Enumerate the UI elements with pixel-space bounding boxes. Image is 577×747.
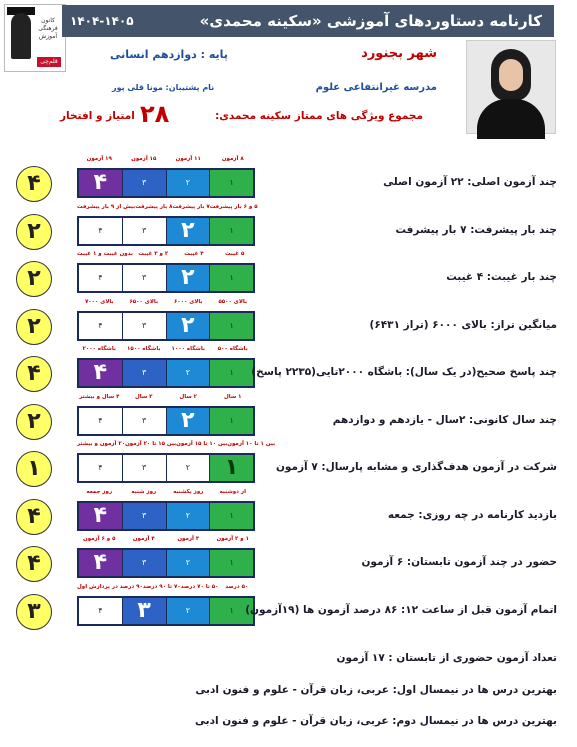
row-4-description: میانگین تراز: بالای ۶۰۰۰ (تراز ۶۴۳۱) xyxy=(369,319,557,331)
level-number: ۳ xyxy=(141,416,147,425)
tier-label: ۴ غیبت xyxy=(184,251,204,257)
level-segment xyxy=(79,503,122,529)
level-number: ۱ xyxy=(229,321,234,330)
level-number: ۱ xyxy=(229,273,234,282)
level-segment xyxy=(122,313,166,339)
level-number: ۲ xyxy=(185,558,191,567)
row-1-tier-labels xyxy=(77,156,255,165)
tier-label: ۹۰ درصد در پردازش اول xyxy=(77,584,143,590)
tier-label: ۱۵ آزمون xyxy=(131,156,157,162)
level-number: ۲ xyxy=(185,368,191,377)
tier-label: روز یکشنبه xyxy=(173,489,204,495)
tier-label: باشگاه ۲۰۰۰ xyxy=(82,346,116,352)
level-number: ۴ xyxy=(93,503,108,528)
level-segment xyxy=(122,550,166,576)
tier-label: بین ۱۰ تا ۱۵ آزمون xyxy=(176,441,228,447)
row-4-level-bar xyxy=(77,311,255,341)
tier-label: ۵ و ۶ بار پیشرفت xyxy=(209,204,258,210)
level-number: ۴ xyxy=(98,226,103,235)
student-photo xyxy=(466,40,556,134)
row-6-description: چند سال کانونی: ۲سال - یازدهم و دوازدهم xyxy=(332,414,557,426)
tier-label: باشگاه ۵۰۰ xyxy=(217,346,248,352)
level-number: ۳ xyxy=(141,226,147,235)
level-segment xyxy=(166,218,210,244)
row-5-tier-labels xyxy=(77,346,255,355)
tier-label: ۸ بار پیشرفت xyxy=(135,204,173,210)
tier-label: بین ۱ تا ۱۰ آزمون xyxy=(227,441,276,447)
level-number: ۲ xyxy=(181,265,195,290)
level-number: ۲ xyxy=(181,313,195,338)
level-segment xyxy=(209,265,253,291)
tier-label: ۱۱ آزمون xyxy=(175,156,201,162)
level-segment xyxy=(166,550,210,576)
level-segment xyxy=(79,550,122,576)
tier-label: ۱ سال xyxy=(223,394,242,400)
row-9-tier-labels xyxy=(77,536,255,545)
level-segment xyxy=(122,455,166,481)
row-9-level-bar xyxy=(77,548,255,578)
row-7-level-bar xyxy=(77,453,255,483)
report-title: کارنامه دستاوردهای آموزشی «سکینه محمدی» xyxy=(199,12,542,30)
tier-label: ۳ سال xyxy=(134,394,153,400)
tier-label: ۱۹ آزمون xyxy=(86,156,112,162)
level-segment xyxy=(122,408,166,434)
level-segment xyxy=(209,550,253,576)
row-7-description: شرکت در آزمون هدف‌گذاری و مشابه پارسال: ۷ آزمون xyxy=(275,461,557,473)
level-number: ۲ xyxy=(185,511,191,520)
tier-label: بدون غیبت و ۱ غیبت xyxy=(77,251,133,257)
row-6-level-bar xyxy=(77,406,255,436)
tier-label: باشگاه ۱۰۰۰ xyxy=(171,346,205,352)
level-segment xyxy=(79,598,122,624)
level-segment xyxy=(166,598,210,624)
tier-label: ۴ سال و بیشتر xyxy=(79,394,120,400)
level-number: ۴ xyxy=(98,416,103,425)
row-10-level-bar xyxy=(77,596,255,626)
row-7-tier-labels xyxy=(77,441,276,450)
row-3-description: چند بار غیبت: ۴ غیبت xyxy=(446,271,557,283)
level-number: ۱ xyxy=(229,368,234,377)
level-number: ۱ xyxy=(229,511,234,520)
level-number: ۴ xyxy=(98,273,103,282)
row-8-tier-labels xyxy=(77,489,255,498)
level-segment xyxy=(209,360,253,386)
level-segment xyxy=(79,265,122,291)
row-9-score-circle: ۴ xyxy=(16,546,52,582)
level-segment xyxy=(79,455,122,481)
tier-label: ۷۰ تا ۹۰ درصد xyxy=(142,584,181,590)
student-school: مدرسه غیرانتفاعی علوم xyxy=(315,82,437,93)
level-segment xyxy=(122,170,166,196)
level-segment xyxy=(166,408,210,434)
title-bar xyxy=(62,5,554,37)
tier-label: ۷ بار پیشرفت xyxy=(172,204,210,210)
level-segment xyxy=(166,265,210,291)
footer-line-1: تعداد آزمون حضوری از تابستان : ۱۷ آزمون xyxy=(336,652,557,664)
tier-label: ۲ سال xyxy=(179,394,198,400)
level-number: ۲ xyxy=(185,463,191,472)
level-number: ۳ xyxy=(137,598,151,623)
level-number: ۴ xyxy=(98,606,103,615)
level-segment xyxy=(166,455,210,481)
student-grade: پایه : دوازدهم انسانی xyxy=(110,48,228,61)
level-number: ۳ xyxy=(141,368,147,377)
total-label: مجموع ویژگی های ممتاز سکینه محمدی: xyxy=(215,110,423,122)
level-number: ۴ xyxy=(93,170,108,195)
level-segment xyxy=(209,455,253,481)
level-segment xyxy=(79,408,122,434)
level-number: ۱ xyxy=(229,416,234,425)
row-8-level-bar xyxy=(77,501,255,531)
level-number: ۴ xyxy=(98,321,103,330)
row-7-score-circle: ۱ xyxy=(16,451,52,487)
level-segment xyxy=(122,503,166,529)
tier-label: روز شنبه xyxy=(131,489,157,495)
level-number: ۱ xyxy=(229,226,234,235)
tier-label: ۱ و ۲ آزمون xyxy=(216,536,249,542)
tier-label: بیش از ۹ بار پیشرفت xyxy=(77,204,136,210)
row-3-score-circle: ۲ xyxy=(16,261,52,297)
level-number: ۳ xyxy=(141,273,147,282)
logo-text: کانون فرهنگی آموزش xyxy=(38,17,58,40)
row-5-description: چند پاسخ صحیح(در یک سال): باشگاه ۲۰۰۰تایی(۲۲۳۵ پاسخ) xyxy=(251,366,557,378)
level-segment xyxy=(79,170,122,196)
student-figure-icon xyxy=(11,13,31,59)
row-6-score-circle: ۲ xyxy=(16,404,52,440)
level-number: ۳ xyxy=(141,178,147,187)
level-number: ۳ xyxy=(141,321,147,330)
tier-label: از دوشنبه xyxy=(219,489,246,495)
tier-label: باشگاه ۱۵۰۰ xyxy=(127,346,161,352)
level-number: ۱ xyxy=(229,606,234,615)
level-segment xyxy=(209,313,253,339)
level-segment xyxy=(166,503,210,529)
row-3-level-bar xyxy=(77,263,255,293)
footer-line-3: بهترین درس ها در نیمسال دوم: عربی، زبان قرآن - علوم و فنون ادبی xyxy=(195,715,557,727)
tier-label: ۵۰ درصد xyxy=(225,584,249,590)
level-segment xyxy=(209,503,253,529)
level-number: ۳ xyxy=(141,558,147,567)
total-unit: امتیاز و افتخار xyxy=(60,110,135,122)
row-2-description: چند بار پیشرفت: ۷ بار پیشرفت xyxy=(395,224,557,236)
level-number: ۱ xyxy=(229,558,234,567)
row-8-description: بازدید کارنامه در چه روزی: جمعه xyxy=(387,509,557,521)
level-segment xyxy=(166,313,210,339)
row-4-tier-labels xyxy=(77,299,255,308)
level-number: ۴ xyxy=(93,360,108,385)
tier-label: ۳ آزمون xyxy=(177,536,200,542)
tier-label: بین ۱۵ تا ۲۰ آزمون xyxy=(125,441,177,447)
academic-year: ۱۴۰۴-۱۴۰۵ xyxy=(70,14,134,28)
row-8-score-circle: ۴ xyxy=(16,499,52,535)
level-number: ۳ xyxy=(141,511,147,520)
supporter-name: نام پشتیبان: مونا قلی پور xyxy=(112,83,215,92)
tier-label: ۵ و ۶ آزمون xyxy=(83,536,116,542)
level-segment xyxy=(79,360,122,386)
tier-label: ۸ آزمون xyxy=(221,156,244,162)
tier-label: بالای ۶۰۰۰ xyxy=(173,299,203,305)
level-number: ۳ xyxy=(141,463,147,472)
row-10-description: اتمام آزمون قبل از ساعت ۱۲: ۸۶ درصد آزمون ها (۱۹آزمون) xyxy=(245,604,557,616)
level-number: ۲ xyxy=(185,178,191,187)
institute-logo xyxy=(4,4,66,72)
tier-label: بالای ۶۵۰۰ xyxy=(129,299,159,305)
level-segment xyxy=(122,598,166,624)
row-10-score-circle: ۳ xyxy=(16,594,52,630)
tier-label: روز جمعه xyxy=(86,489,113,495)
row-5-level-bar xyxy=(77,358,255,388)
level-segment xyxy=(122,218,166,244)
level-segment xyxy=(122,360,166,386)
row-4-score-circle: ۲ xyxy=(16,309,52,345)
tier-label: ۲ و ۳ غیبت xyxy=(138,251,169,257)
level-segment xyxy=(79,313,122,339)
level-number: ۱ xyxy=(229,178,234,187)
row-3-tier-labels xyxy=(77,251,255,260)
row-1-score-circle: ۴ xyxy=(16,166,52,202)
level-number: ۲ xyxy=(185,606,191,615)
tier-label: ۲۰ آزمون و بیشتر xyxy=(77,441,126,447)
total-value: ۲۸ xyxy=(140,100,170,128)
level-segment xyxy=(209,170,253,196)
level-segment xyxy=(209,218,253,244)
tier-label: ۵۰ تا ۷۰ درصد xyxy=(180,584,219,590)
level-segment xyxy=(209,408,253,434)
tier-label: ۵ غیبت xyxy=(224,251,245,257)
row-2-level-bar xyxy=(77,216,255,246)
tier-label: بالای ۷۰۰۰ xyxy=(84,299,114,305)
level-segment xyxy=(166,170,210,196)
tier-label: ۴ آزمون xyxy=(132,536,155,542)
level-segment xyxy=(166,360,210,386)
row-2-score-circle: ۲ xyxy=(16,214,52,250)
tier-label: بالای ۵۵۰۰ xyxy=(218,299,248,305)
level-number: ۴ xyxy=(93,550,108,575)
row-6-tier-labels xyxy=(77,394,255,403)
row-10-tier-labels xyxy=(77,584,255,593)
level-number: ۴ xyxy=(98,463,103,472)
level-segment xyxy=(122,265,166,291)
level-number: ۲ xyxy=(181,218,195,243)
footer-line-2: بهترین درس ها در نیمسال اول: عربی، زبان قرآن - علوم و فنون ادبی xyxy=(195,684,557,696)
row-9-description: حضور در چند آزمون تابستان: ۶ آزمون xyxy=(361,556,557,568)
row-5-score-circle: ۴ xyxy=(16,356,52,392)
level-number: ۱ xyxy=(224,455,239,480)
row-1-level-bar xyxy=(77,168,255,198)
logo-badge: قلم‌چی xyxy=(37,57,61,67)
student-city: شهر بجنورد xyxy=(361,46,437,61)
row-2-tier-labels xyxy=(77,204,258,213)
row-1-description: چند آزمون اصلی: ۲۲ آزمون اصلی xyxy=(383,176,557,188)
level-segment xyxy=(79,218,122,244)
level-number: ۲ xyxy=(181,408,195,433)
